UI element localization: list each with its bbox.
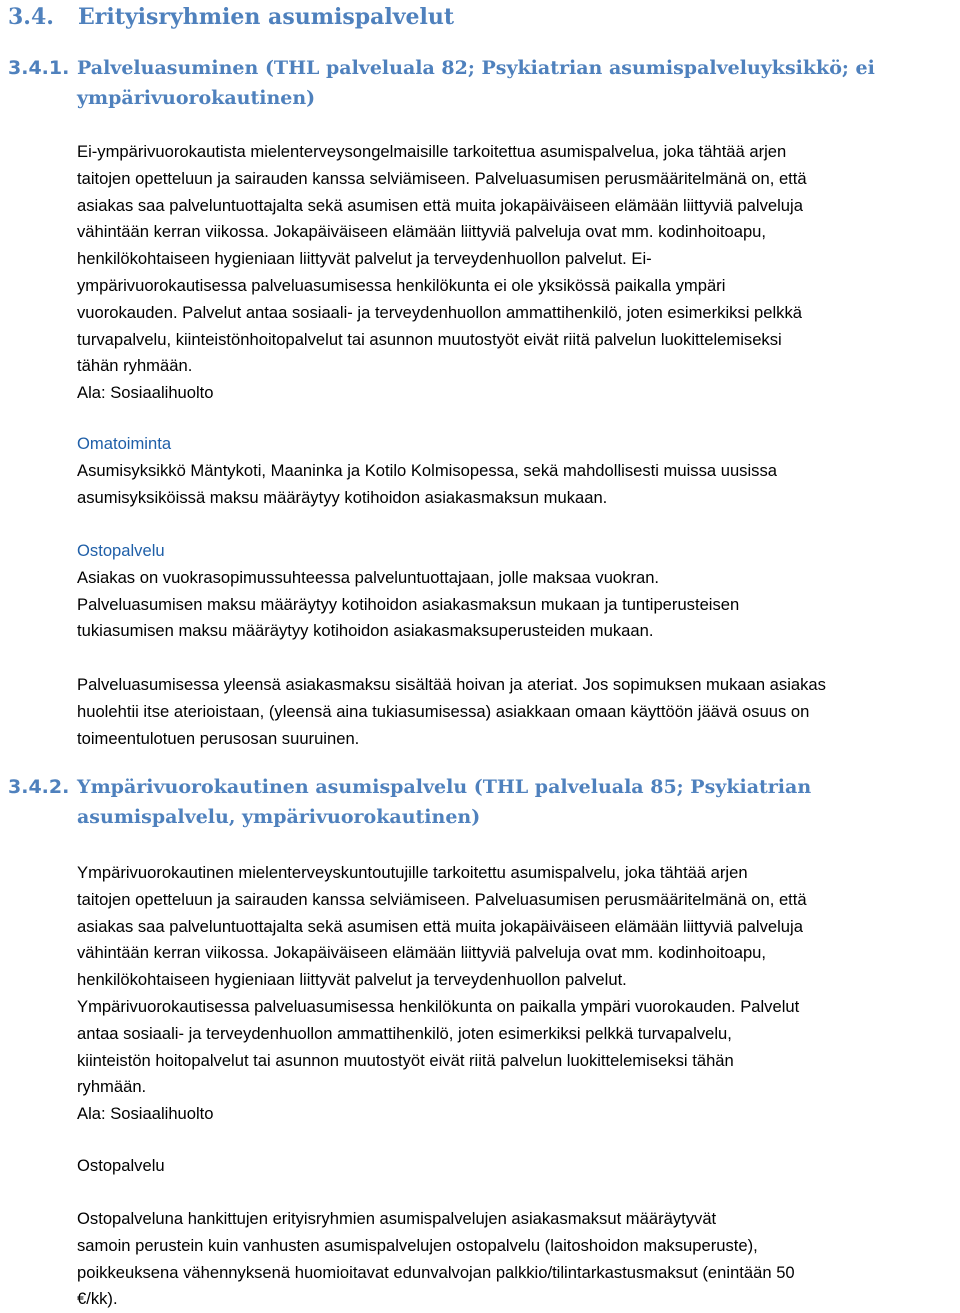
text-line: huolehtii itse aterioistaan, (yleensä aina tukiasumisessa) asiakkaan omaan käyttöön jäävä osuus on: [77, 701, 810, 721]
text-line: samoin perustein kuin vanhusten asumispalvelujen ostopalvelu (laitoshoidon maksuperuste),: [77, 1235, 758, 1255]
section-title: Erityisryhmien asumispalvelut: [78, 4, 455, 30]
omatoiminta-label: Omatoiminta: [77, 434, 172, 453]
text-line: tukiasumisen maksu määräytyy kotihoidon asiakasmaksuperusteiden mukaan.: [77, 621, 654, 641]
text-line: Ympärivuorokautisessa palveluasumisessa henkilökunta on paikalla ympäri vuorokauden. Palvelut: [77, 996, 800, 1016]
note-block-1: [77, 672, 957, 752]
section-number: 3.4.: [8, 4, 54, 30]
subsection-2-title: Ympärivuorokautinen asumispalvelu (THL palveluala 85; Psykiatrian asumispalvelu, ympärivuorokautinen): [77, 776, 812, 828]
text-line: vähintään kerran viikossa. Jokapäiväiseen elämään liittyviä palveluja ovat mm. kodinhoitoapu,: [77, 222, 767, 242]
text-line: Ei-ympärivuorokautista mielenterveysongelmaisille tarkoitettua asumispalvelua, joka tähtää arjen: [77, 142, 787, 161]
text-line: henkilökohtaiseen hygieniaan liittyvät palvelut ja terveydenhuollon palvelut. Ei-: [77, 249, 652, 269]
text-line: poikkeuksena vähennyksenä huomioitavat edunvalvojan palkkio/tilintarkastusmaksut (enintään 50: [77, 1262, 795, 1282]
ostopalvelu-label: Ostopalvelu: [77, 1156, 165, 1175]
field-label-ala: Ala: Sosiaalihuolto: [77, 383, 214, 403]
ostopalvelu-block-2: [77, 1206, 957, 1313]
text-line: €/kk).: [77, 1289, 118, 1309]
text-line: turvapalvelu, kiinteistönhoitopalvelut tai asunnon muutostyöt eivät riitä palvelun luokittelemiseksi: [77, 329, 782, 349]
text-line: Asiakas on vuokrasopimussuhteessa palveluntuottajaan, jolle maksaa vuokran.: [77, 567, 660, 587]
omatoiminta-block: [77, 431, 957, 511]
subsection-2-description: [77, 860, 957, 1128]
subsection-2-heading: [8, 772, 947, 832]
text-line: ympärivuorokautisessa palveluasumisessa henkilökunta ei ole yksikössä paikalla ympäri: [77, 275, 726, 295]
text-line: vuorokauden. Palvelut antaa sosiaali- ja terveydenhuollon ammattihenkilö, joten esimerkiksi pelkkä: [77, 302, 802, 322]
subsection-2-number: 3.4.2.: [8, 776, 70, 798]
text-line: Ostopalveluna hankittujen erityisryhmien asumispalvelujen asiakasmaksut määräytyvät: [77, 1209, 717, 1228]
section-heading: [8, 2, 454, 32]
text-line: Ympärivuorokautinen mielenterveyskuntoutujille tarkoitettu asumispalvelu, joka tähtää arjen: [77, 863, 748, 882]
text-line: vähintään kerran viikossa. Jokapäiväiseen elämään liittyviä palveluja ovat mm. kodinhoitoapu,: [77, 943, 767, 963]
text-line: antaa sosiaali- ja terveydenhuollon ammattihenkilö, joten esimerkiksi pelkkä turvapalvelu,: [77, 1023, 732, 1043]
text-line: taitojen opetteluun ja sairauden kanssa selviämiseen. Palveluasumisen perusmääritelmänä on, että: [77, 168, 807, 188]
text-line: kiinteistön hoitopalvelut tai asunnon muutostyöt eivät riitä palvelun luokittelemiseksi tähän: [77, 1050, 734, 1070]
subsection-1-description: [77, 139, 957, 407]
ostopalvelu-block-2-label: [77, 1153, 957, 1180]
subsection-1-title: Palveluasuminen (THL palveluala 82; Psykiatrian asumispalveluyksikkö; ei ympärivuorokautinen): [77, 57, 875, 109]
text-line: tähän ryhmään.: [77, 356, 193, 376]
text-line: henkilökohtaiseen hygieniaan liittyvät palvelut ja terveydenhuollon palvelut.: [77, 970, 627, 990]
text-line: Palveluasumisen maksu määräytyy kotihoidon asiakasmaksun mukaan ja tuntiperusteisen: [77, 594, 740, 614]
ostopalvelu-block-1: [77, 538, 957, 645]
text-line: asiakas saa palveluntuottajalta sekä asumisen että muita jokapäiväiseen elämään liittyviä palveluja: [77, 916, 803, 936]
text-line: Asumisyksikkö Mäntykoti, Maaninka ja Kotilo Kolmisopessa, sekä mahdollisesti muissa uusissa: [77, 460, 777, 480]
text-line: taitojen opetteluun ja sairauden kanssa selviämiseen. Palveluasumisen perusmääritelmänä on, että: [77, 889, 807, 909]
field-label-ala: Ala: Sosiaalihuolto: [77, 1104, 214, 1124]
text-line: asumisyksiköissä maksu määräytyy kotihoidon asiakasmaksun mukaan.: [77, 487, 608, 507]
ostopalvelu-label: Ostopalvelu: [77, 541, 165, 560]
text-line: Palveluasumisessa yleensä asiakasmaksu sisältää hoivan ja ateriat. Jos sopimuksen mukaan asiakas: [77, 675, 826, 694]
text-line: asiakas saa palveluntuottajalta sekä asumisen että muita jokapäiväiseen elämään liittyviä palveluja: [77, 195, 803, 215]
subsection-1-heading: [8, 53, 947, 113]
text-line: toimeentulotuen perusosan suuruinen.: [77, 728, 360, 748]
text-line: ryhmään.: [77, 1077, 147, 1097]
subsection-1-number: 3.4.1.: [8, 57, 70, 79]
